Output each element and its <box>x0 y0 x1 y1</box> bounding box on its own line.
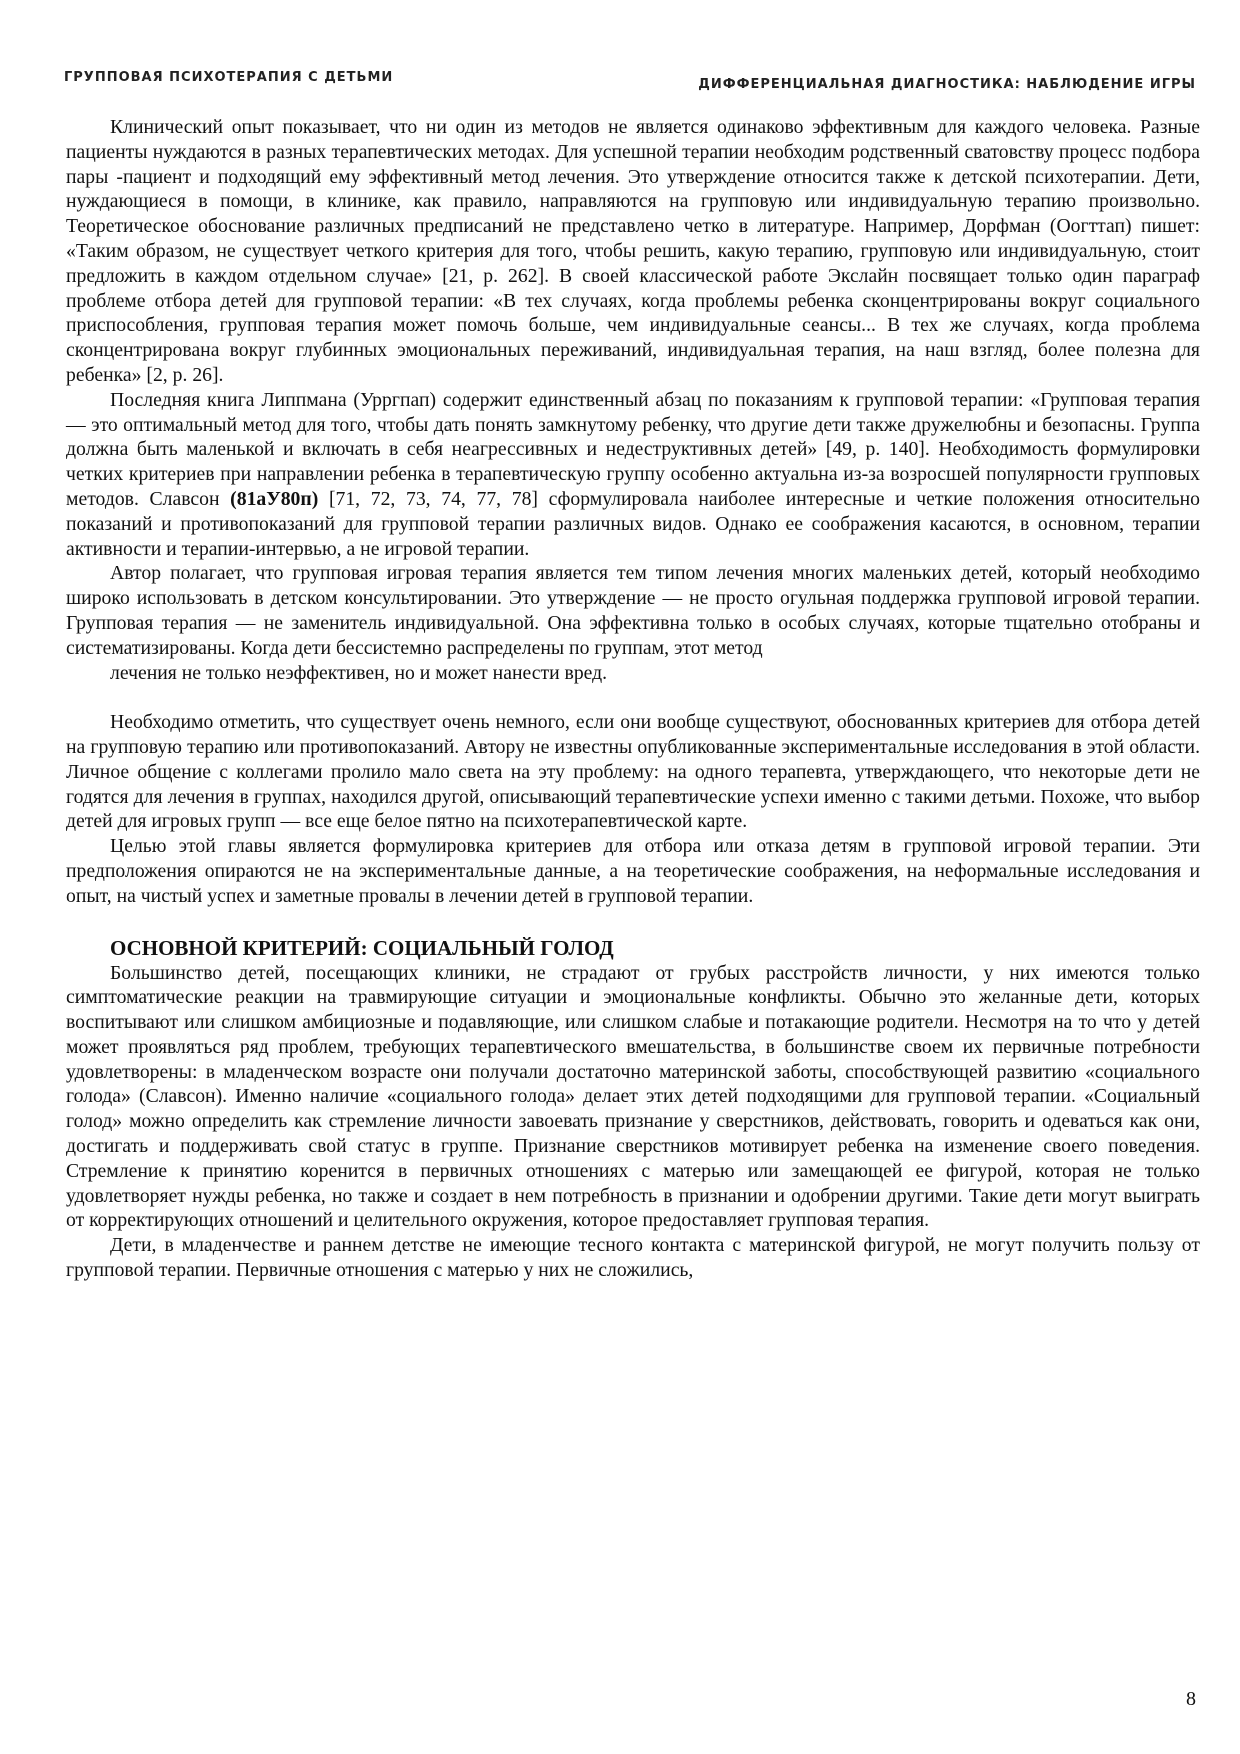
paragraph-2 <box>66 388 1200 562</box>
running-header-right: ДИФФЕРЕНЦИАЛЬНАЯ ДИАГНОСТИКА: НАБЛЮДЕНИЕ ИГРЫ <box>698 77 1196 92</box>
paragraph-3-continuation: лечения не только неэффективен, но и может нанести вред. <box>110 661 608 684</box>
paragraph-2-bold: (81аУ80п) <box>230 487 319 510</box>
paragraph-4: Необходимо отметить, что существует очень немного, если они вообще существуют, обоснованных критериев для отбора детей на групповую терапию или противопоказаний. Автору не известны опубликованные экспериментальные исследования в этой области. Личное общение с коллегами пролило мало света на эту проблему: на одного терапевта, утверждающего, что некоторые дети не годятся для лечения в группах, находился другой, описывающий терапевтические успехи именно с такими детьми. Похоже, что выбор детей для игровых групп — все еще белое пятно на психотерапевтической карте. <box>66 711 1200 833</box>
paragraph-3: Автор полагает, что групповая игровая терапия является тем типом лечения многих маленьких детей, который необходимо широко использовать в детском консультировании. Это утверждение — не просто огульная поддержка групповой игровой терапии. Групповая терапия — не заменитель индивидуальной. Она эффективна только в особых случаях, которые тщательно отобраны и систематизированы. Когда дети бессистемно распределены по группам, этот метод <box>66 562 1200 659</box>
paragraph-7: Дети, в младенчестве и раннем детстве не имеющие тесного контакта с материнской фигурой, не могут получить пользу от групповой терапии. Первичные отношения с матерью у них не сложились, <box>66 1234 1200 1282</box>
page-number: 8 <box>1186 1688 1196 1710</box>
paragraph-1: Клинический опыт показывает, что ни один из методов не является одинаково эффективным для каждого человека. Разные пациенты нуждаются в разных терапевтических методах. Для успешной терапии необходим родственный сватовству процесс подбора пары -пациент и подходящий ему эффективный метод лечения. Это утверждение относится также к детской психотерапии. Дети, нуждающиеся в помощи, в клинике, как правило, направляются на групповую или индивидуальную терапию произвольно. Теоретическое обоснование различных предписаний не представлено четко в литературе. Например, Дорфман (Оогттап) пишет: «Таким образом, не существует четкого критерия для того, чтобы решить, какую терапию, групповую или индивидуальную, стоит предложить в каждом отдельном случае» [21, р. 262]. В своей классической работе Экслайн посвящает только один параграф проблеме отбора детей для групповой терапии: «В тех случаях, когда проблемы ребенка сконцентрированы вокруг социального приспособления, групповая терапия может помочь больше, чем индивидуальные сеансы... В тех же случаях, когда проблема сконцентрирована вокруг глубинных эмоциональных переживаний, индивидуальная терапия, на наш взгляд, более полезна для ребенка» [2, р. 26]. <box>66 116 1200 386</box>
spacer <box>66 685 1200 710</box>
paragraph-2-part-b: [71, 72, 73, 74, 77, 78] сформулировала наиболее интересные и четкие положения относительно показаний и противопоказаний для групповой терапии различных видов. Однако ее соображения касаются, в основном, терапии активности и терапии-интервью, а не игровой терапии. <box>66 487 1200 560</box>
running-header-left: ГРУППОВАЯ ПСИХОТЕРАПИЯ С ДЕТЬМИ <box>64 70 394 85</box>
body-text <box>66 115 1200 1283</box>
paragraph-5: Целью этой главы является формулировка критериев для отбора или отказа детям в групповой игровой терапии. Эти предположения опираются не на экспериментальные данные, а на теоретические соображения, на неформальные исследования и опыт, на чистый успех и заметные провалы в лечении детей в групповой терапии. <box>66 835 1200 907</box>
spacer <box>66 909 1200 935</box>
section-heading: ОСНОВНОЙ КРИТЕРИЙ: СОЦИАЛЬНЫЙ ГОЛОД <box>110 935 614 960</box>
paragraph-2-part-a: Последняя книга Липпмана (Урргпап) содержит единственный абзац по показаниям к групповой терапии: «Групповая терапия — это оптимальный метод для того, чтобы дать понять замкнутому ребенку, что другие дети также дружелюбны и безопасны. Группа должна быть маленькой и включать в себя неагрессивных и недеструктивных детей» [49, р. 140]. Необходимость формулировки четких критериев при направлении ребенка в терапевтическую группу особенно актуальна из-за возросшей популярности групповых методов. Славсон <box>66 388 1200 510</box>
paragraph-6: Большинство детей, посещающих клиники, не страдают от грубых расстройств личности, у них имеются только симптоматические реакции на травмирующие ситуации и эмоциональные конфликты. Обычно это желанные дети, которых воспитывают или слишком амбициозные и подавляющие, или слишком слабые и потакающие родители. Несмотря на то что у детей может проявляться ряд проблем, требующих терапевтического вмешательства, в большинстве своем их первичные потребности удовлетворены: в младенческом возрасте они получали достаточно материнской заботы, способствующей развитию «социального голода» (Славсон). Именно наличие «социального голода» делает этих детей подходящими для групповой терапии. «Социальный голод» можно определить как стремление личности завоевать признание у сверстников, действовать, говорить и одеваться как они, достигать и поддерживать свой статус в группе. Признание сверстников мотивирует ребенка на изменение своего поведения. Стремление к принятию коренится в первичных отношениях с матерью или замещающей ее фигурой, которая не только удовлетворяет нужды ребенка, но также и создает в нем потребность в признании и одобрении другими. Такие дети могут выиграть от корректирующих отношений и целительного окружения, которое предоставляет групповая терапия. <box>66 961 1200 1232</box>
